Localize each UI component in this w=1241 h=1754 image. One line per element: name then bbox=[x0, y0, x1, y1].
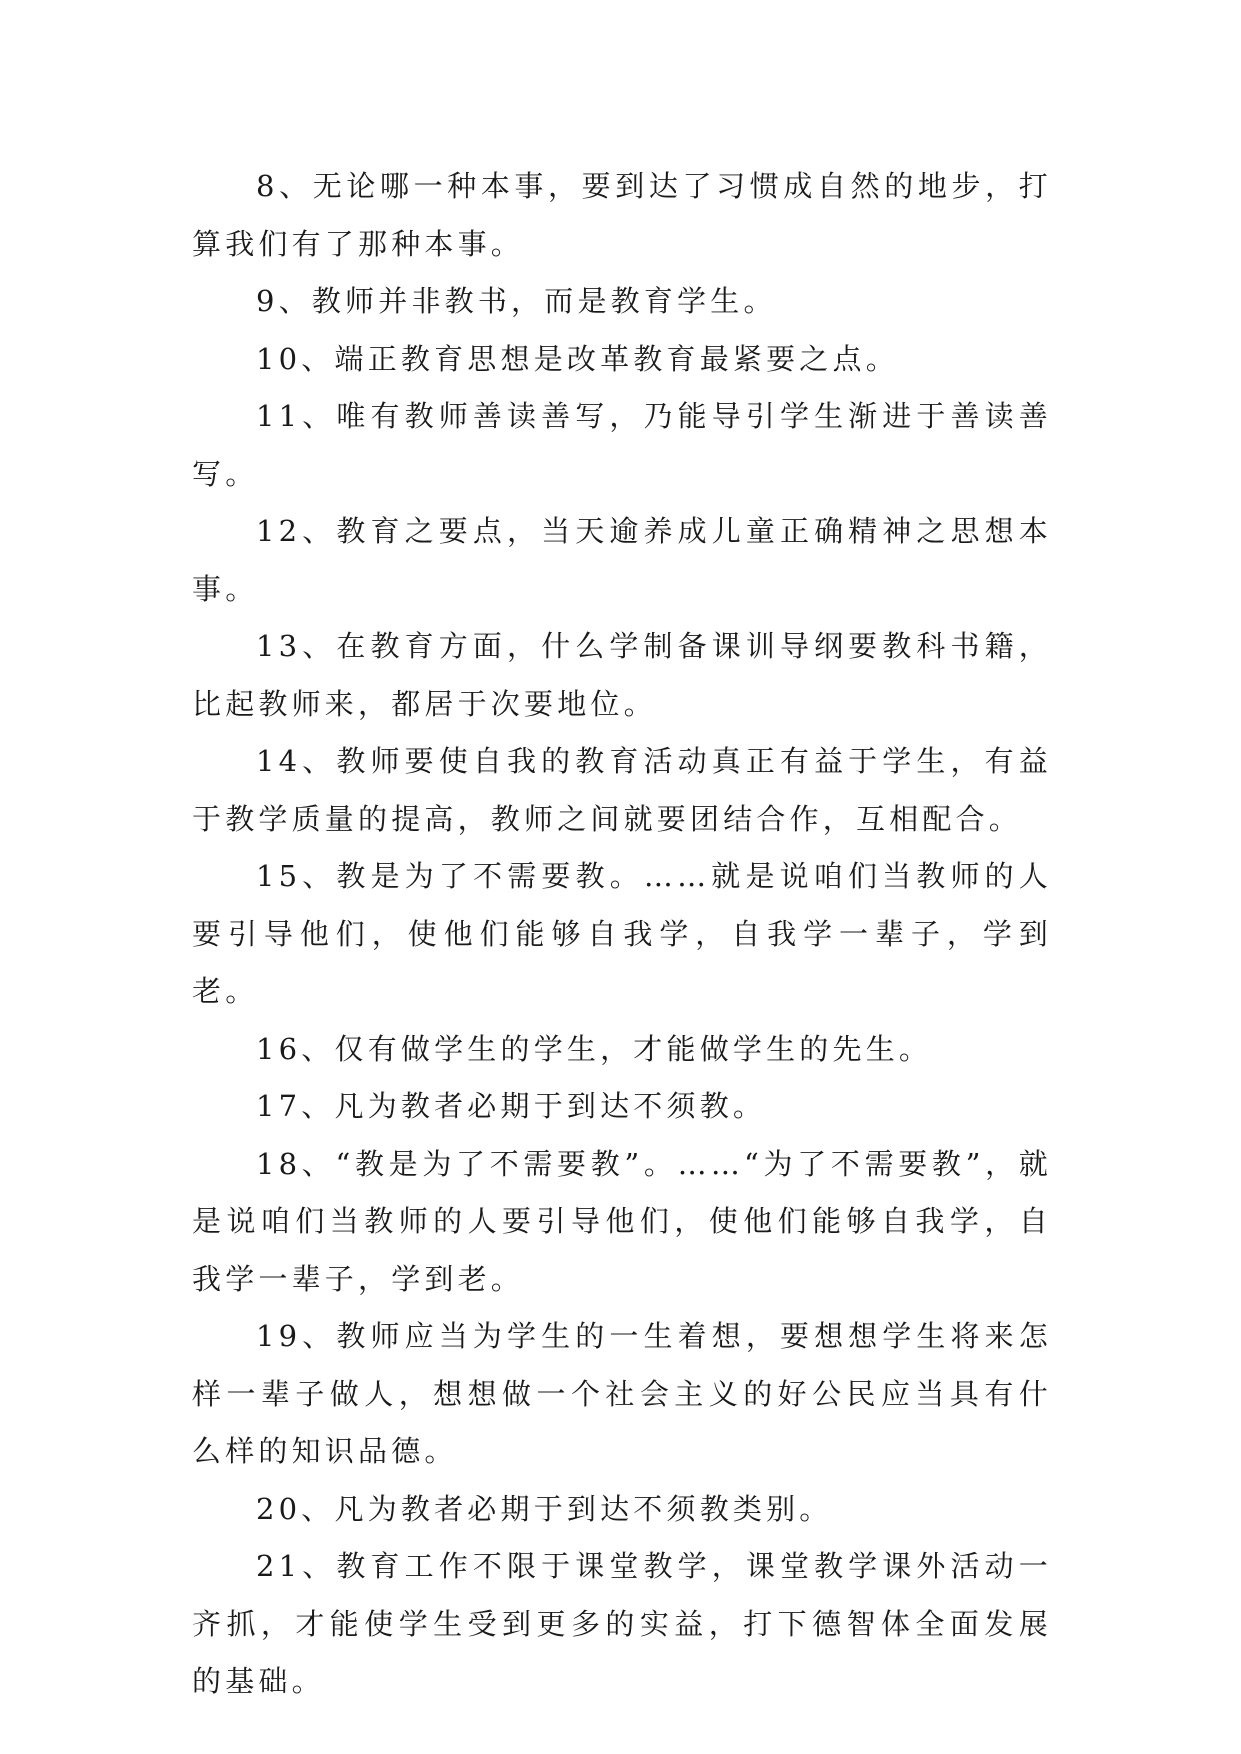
paragraph-9: 9、教师并非教书，而是教育学生。 bbox=[256, 284, 777, 318]
paragraph-10: 10、端正教育思想是改革教育最紧要之点。 bbox=[256, 341, 899, 376]
paragraph-19: 19、教师应当为学生的一生着想，要想想学生将来怎样一辈子做人，想想做一个社会主义的好公民应当具有什么样的知识品德。 bbox=[192, 1319, 1052, 1468]
document-body bbox=[192, 158, 1052, 1711]
paragraph-16: 16、仅有做学生的学生，才能做学生的先生。 bbox=[256, 1031, 933, 1066]
paragraph-12: 12、教育之要点，当天逾养成儿童正确精神之思想本事。 bbox=[192, 514, 1052, 606]
paragraph-18: 18、“教是为了不需要教”。……“为了不需要教”，就是说咱们当教师的人要引导他们，使他们能够自我学，自我学一辈子，学到老。 bbox=[192, 1146, 1052, 1296]
paragraph-11: 11、唯有教师善读善写，乃能导引学生渐进于善读善写。 bbox=[192, 399, 1052, 491]
paragraph-21: 21、教育工作不限于课堂教学，课堂教学课外活动一齐抓，才能使学生受到更多的实益，打下德智体全面发展的基础。 bbox=[192, 1549, 1052, 1698]
paragraph-20: 20、凡为教者必期于到达不须教类别。 bbox=[256, 1491, 833, 1526]
paragraph-8: 8、无论哪一种本事，要到达了习惯成自然的地步，打算我们有了那种本事。 bbox=[192, 169, 1052, 261]
paragraph-14: 14、教师要使自我的教育活动真正有益于学生，有益于教学质量的提高，教师之间就要团结合作，互相配合。 bbox=[192, 744, 1052, 836]
paragraph-15: 15、教是为了不需要教。……就是说咱们当教师的人要引导他们，使他们能够自我学，自我学一辈子，学到老。 bbox=[192, 859, 1052, 1008]
paragraph-17: 17、凡为教者必期于到达不须教。 bbox=[256, 1089, 767, 1123]
paragraph-13: 13、在教育方面，什么学制备课训导纲要教科书籍，比起教师来，都居于次要地位。 bbox=[192, 629, 1052, 721]
